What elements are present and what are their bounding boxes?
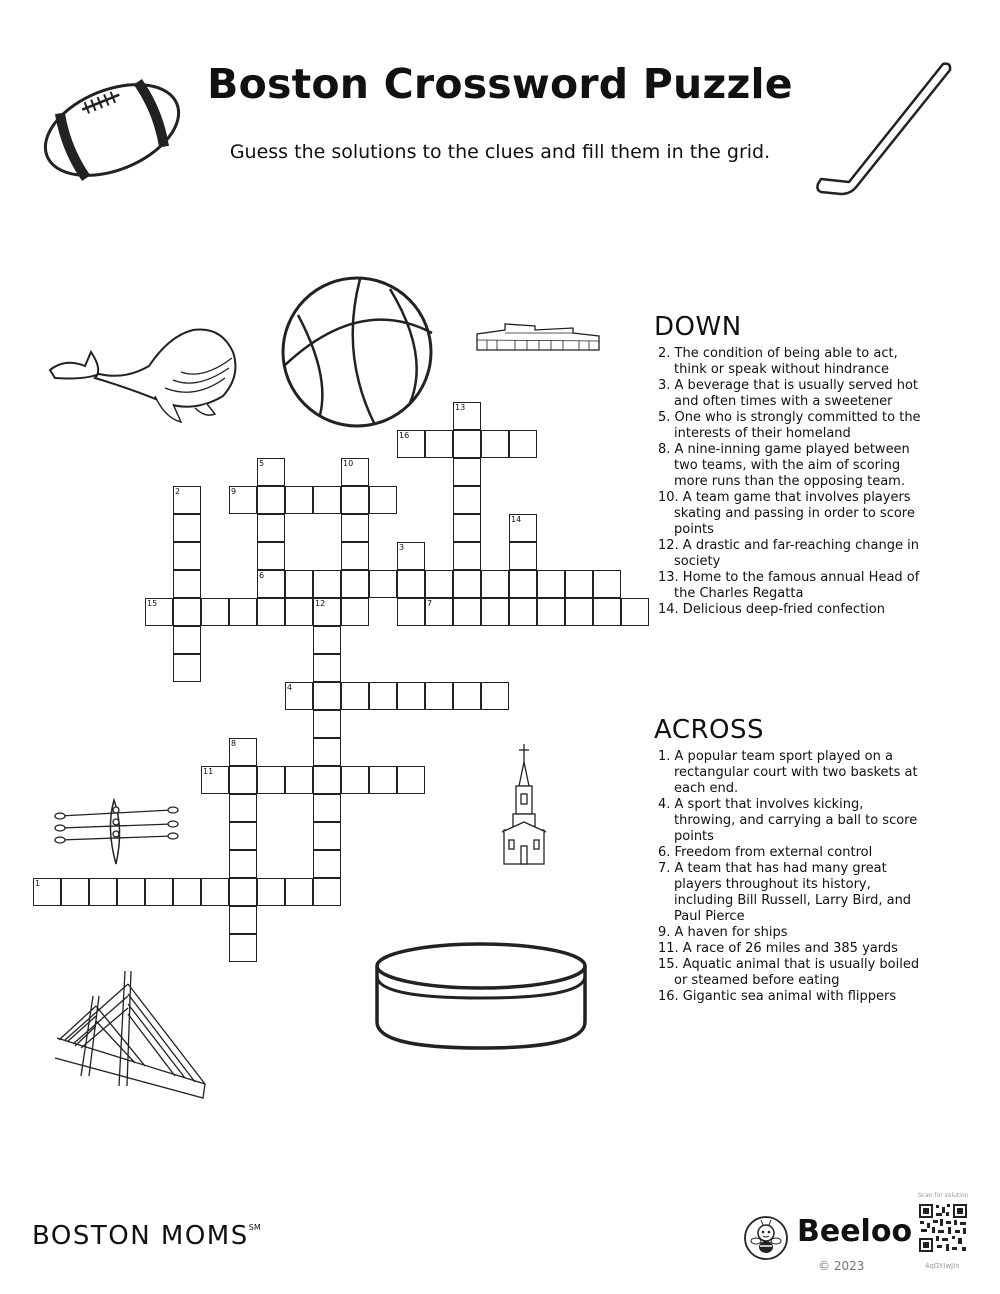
- boston-moms-logo: [32, 1221, 261, 1251]
- grid-cell[interactable]: [369, 486, 397, 514]
- cell-number: 7: [427, 599, 433, 608]
- cell-number: 9: [231, 487, 237, 496]
- service-mark: SM: [248, 1223, 261, 1232]
- clue-item: 13. Home to the famous annual Head of the Charles Regatta: [658, 570, 920, 601]
- grid-cell[interactable]: [509, 430, 537, 458]
- grid-cell[interactable]: [565, 598, 593, 626]
- grid-cell[interactable]: [173, 570, 201, 598]
- grid-cell[interactable]: [313, 626, 341, 654]
- clue-item: 14. Delicious deep-fried confection: [658, 602, 885, 617]
- cell-number: 14: [511, 515, 522, 524]
- grid-cell[interactable]: [313, 822, 341, 850]
- grid-cell[interactable]: [453, 458, 481, 486]
- grid-cell[interactable]: [61, 878, 89, 906]
- grid-cell[interactable]: [229, 906, 257, 934]
- grid-cell[interactable]: [313, 878, 341, 906]
- cell-number: 15: [147, 599, 158, 608]
- grid-cell[interactable]: [201, 766, 229, 794]
- grid-cell[interactable]: [537, 598, 565, 626]
- grid-cell[interactable]: [313, 598, 341, 626]
- grid-cell[interactable]: [173, 514, 201, 542]
- grid-cell[interactable]: [565, 570, 593, 598]
- grid-cell[interactable]: [229, 766, 257, 794]
- cell-number: 10: [343, 459, 354, 468]
- grid-cell[interactable]: [453, 486, 481, 514]
- cell-number: 3: [399, 543, 405, 552]
- grid-cell[interactable]: [257, 570, 285, 598]
- grid-cell[interactable]: [285, 598, 313, 626]
- down-heading: DOWN: [654, 312, 742, 342]
- grid-cell[interactable]: [257, 458, 285, 486]
- cell-number: 6: [259, 571, 265, 580]
- page-title: Boston Crossword Puzzle: [207, 60, 793, 108]
- grid-cell[interactable]: [285, 682, 313, 710]
- grid-cell[interactable]: [397, 766, 425, 794]
- down-clue-list: [654, 346, 924, 618]
- grid-cell[interactable]: [285, 486, 313, 514]
- grid-cell[interactable]: [397, 570, 425, 598]
- cell-number: 1: [35, 879, 41, 888]
- grid-cell[interactable]: [509, 570, 537, 598]
- cell-number: 12: [315, 599, 326, 608]
- grid-cell[interactable]: [313, 766, 341, 794]
- grid-cell[interactable]: [453, 570, 481, 598]
- clue-item: 7. A team that has had many great players throughout its history, including Bill Russell, Larry Bird, and Paul Pierce: [658, 861, 912, 924]
- qr-code-icon[interactable]: [918, 1203, 968, 1253]
- grid-cell[interactable]: [313, 850, 341, 878]
- clue-item: 9. A haven for ships: [658, 925, 788, 940]
- clue-item: 8. A nine-inning game played between two teams, with the aim of scoring more runs than the opposing team.: [658, 442, 910, 489]
- grid-cell[interactable]: [481, 570, 509, 598]
- cell-number: 5: [259, 459, 265, 468]
- brand-name: BOSTON MOMS: [32, 1221, 249, 1251]
- cell-number: 8: [231, 739, 237, 748]
- grid-cell[interactable]: [145, 878, 173, 906]
- grid-cell[interactable]: [425, 570, 453, 598]
- grid-cell[interactable]: [313, 486, 341, 514]
- grid-cell[interactable]: [369, 570, 397, 598]
- grid-cell[interactable]: [173, 878, 201, 906]
- grid-cell[interactable]: [229, 822, 257, 850]
- grid-cell[interactable]: [453, 542, 481, 570]
- grid-cell[interactable]: [593, 570, 621, 598]
- grid-cell[interactable]: [341, 766, 369, 794]
- grid-cell[interactable]: [173, 486, 201, 514]
- grid-cell[interactable]: [481, 682, 509, 710]
- grid-cell[interactable]: [341, 458, 369, 486]
- cell-number: 16: [399, 431, 410, 440]
- hockey-stick-icon: [815, 58, 960, 203]
- clue-item: 4. A sport that involves kicking, throwing, and carrying a ball to score points: [658, 797, 918, 844]
- grid-cell[interactable]: [453, 514, 481, 542]
- grid-cell[interactable]: [285, 570, 313, 598]
- grid-cell[interactable]: [173, 626, 201, 654]
- grid-cell[interactable]: [341, 570, 369, 598]
- grid-cell[interactable]: [173, 542, 201, 570]
- grid-cell[interactable]: [201, 878, 229, 906]
- copyright-text: © 2023: [818, 1259, 865, 1273]
- clue-item: 11. A race of 26 miles and 385 yards: [658, 941, 898, 956]
- grid-cell[interactable]: [229, 878, 257, 906]
- across-heading: ACROSS: [654, 715, 765, 745]
- clue-item: 10. A team game that involves players skating and passing in order to score points: [658, 490, 915, 537]
- grid-cell[interactable]: [229, 934, 257, 962]
- grid-cell[interactable]: [229, 850, 257, 878]
- clue-item: 16. Gigantic sea animal with flippers: [658, 989, 897, 1004]
- grid-cell[interactable]: [33, 878, 61, 906]
- grid-cell[interactable]: [313, 794, 341, 822]
- grid-cell[interactable]: [425, 682, 453, 710]
- grid-cell[interactable]: [453, 598, 481, 626]
- grid-cell[interactable]: [257, 514, 285, 542]
- grid-cell[interactable]: [397, 682, 425, 710]
- grid-cell[interactable]: [341, 514, 369, 542]
- grid-cell[interactable]: [481, 430, 509, 458]
- grid-cell[interactable]: [257, 878, 285, 906]
- grid-cell[interactable]: [453, 402, 481, 430]
- grid-cell[interactable]: [621, 598, 649, 626]
- grid-cell[interactable]: [285, 878, 313, 906]
- grid-cell[interactable]: [313, 570, 341, 598]
- across-clues-section: [654, 715, 924, 1005]
- cell-number: 4: [287, 683, 293, 692]
- grid-cell[interactable]: [369, 682, 397, 710]
- grid-cell[interactable]: [397, 542, 425, 570]
- clue-item: 1. A popular team sport played on a rectangular court with two baskets at each end.: [658, 749, 918, 796]
- cell-number: 13: [455, 403, 466, 412]
- grid-cell[interactable]: [229, 738, 257, 766]
- grid-cell[interactable]: [341, 486, 369, 514]
- grid-cell[interactable]: [201, 598, 229, 626]
- grid-cell[interactable]: [229, 794, 257, 822]
- page-subtitle: Guess the solutions to the clues and fill them in the grid.: [229, 141, 771, 163]
- grid-cell[interactable]: [257, 766, 285, 794]
- grid-cell[interactable]: [397, 430, 425, 458]
- clue-item: 2. The condition of being able to act, think or speak without hindrance: [658, 346, 898, 377]
- grid-cell[interactable]: [593, 598, 621, 626]
- grid-cell[interactable]: [313, 710, 341, 738]
- cell-number: 11: [203, 767, 214, 776]
- grid-cell[interactable]: [509, 542, 537, 570]
- grid-cell[interactable]: [425, 598, 453, 626]
- grid-cell[interactable]: [313, 738, 341, 766]
- grid-cell[interactable]: [145, 598, 173, 626]
- grid-cell[interactable]: [173, 598, 201, 626]
- clue-item: 3. A beverage that is usually served hot and often times with a sweetener: [658, 378, 918, 409]
- grid-cell[interactable]: [229, 598, 257, 626]
- grid-cell[interactable]: [341, 682, 369, 710]
- grid-cell[interactable]: [453, 682, 481, 710]
- qr-code-id: 4qGYIwJIn: [925, 1262, 960, 1270]
- grid-cell[interactable]: [425, 430, 453, 458]
- grid-cell[interactable]: [89, 878, 117, 906]
- clue-item: 5. One who is strongly committed to the interests of their homeland: [658, 410, 921, 441]
- across-clue-list: [654, 749, 924, 1005]
- grid-cell[interactable]: [257, 486, 285, 514]
- grid-cell[interactable]: [313, 654, 341, 682]
- grid-cell[interactable]: [229, 486, 257, 514]
- bee-logo-icon: [743, 1215, 789, 1261]
- crossword-grid: [0, 0, 640, 1000]
- grid-cell[interactable]: [341, 542, 369, 570]
- grid-cell[interactable]: [257, 598, 285, 626]
- grid-cell[interactable]: [341, 598, 369, 626]
- clue-item: 15. Aquatic animal that is usually boiled or steamed before eating: [658, 957, 920, 988]
- down-clues-section: [654, 312, 924, 618]
- clue-item: 12. A drastic and far-reaching change in society: [658, 538, 919, 569]
- beeloo-logo-text: Beeloo: [797, 1214, 913, 1249]
- scan-for-solution-text: Scan for solution: [918, 1192, 969, 1199]
- grid-cell[interactable]: [173, 654, 201, 682]
- grid-cell[interactable]: [453, 430, 481, 458]
- grid-cell[interactable]: [285, 766, 313, 794]
- clue-item: 6. Freedom from external control: [658, 845, 873, 860]
- grid-cell[interactable]: [481, 598, 509, 626]
- cell-number: 2: [175, 487, 181, 496]
- grid-cell[interactable]: [369, 766, 397, 794]
- grid-cell[interactable]: [537, 570, 565, 598]
- grid-cell[interactable]: [257, 542, 285, 570]
- grid-cell[interactable]: [117, 878, 145, 906]
- grid-cell[interactable]: [509, 598, 537, 626]
- grid-cell[interactable]: [397, 598, 425, 626]
- grid-cell[interactable]: [313, 682, 341, 710]
- grid-cell[interactable]: [509, 514, 537, 542]
